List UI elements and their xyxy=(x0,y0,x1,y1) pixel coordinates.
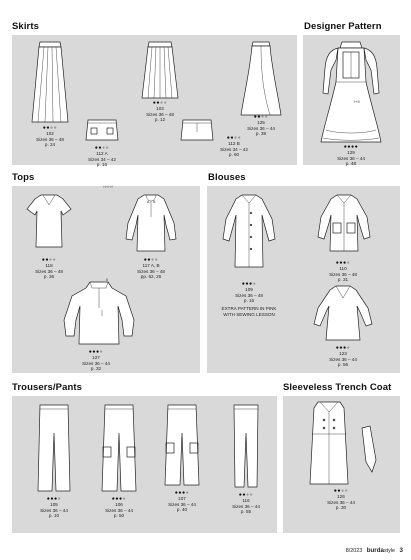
item-125 xyxy=(236,114,286,137)
page-ref: p. 31 xyxy=(337,277,349,283)
difficulty-dot-filled: ● xyxy=(249,281,253,287)
sizes: Sizes 36 – 48 xyxy=(235,292,263,298)
difficulty-dot-empty: ● xyxy=(102,145,106,151)
difficulty-dot-filled: ● xyxy=(98,145,102,151)
trench-126-drawing xyxy=(306,400,386,488)
difficulty-dot-empty: ● xyxy=(163,100,168,106)
difficulty-dot-empty: ● xyxy=(264,114,269,120)
page-ref: p. 32 xyxy=(90,366,102,372)
pattern-number: 112 A xyxy=(96,151,108,156)
brand-suffix: style xyxy=(383,548,396,554)
page-ref: p. 36 xyxy=(43,274,55,280)
difficulty-dot-filled: ● xyxy=(343,144,348,150)
pattern-number: 123 xyxy=(339,351,347,356)
difficulty-dot-filled: ● xyxy=(226,135,231,141)
sizes: Sizes 36 – 48 xyxy=(146,111,174,117)
difficulty-dot-empty: ● xyxy=(122,496,127,502)
difficulty-dot-filled: ● xyxy=(92,349,96,355)
page-footer xyxy=(346,547,403,554)
sizes: Sizes 36 – 48 xyxy=(35,268,63,274)
difficulty-dot-empty: ● xyxy=(246,492,250,498)
sizes: Sizes 34 – 42 xyxy=(220,146,248,152)
issue-date: 8/2023 xyxy=(345,548,363,554)
sizes: Sizes 36 – 44 xyxy=(327,499,355,505)
difficulty-dot-filled: ● xyxy=(50,496,54,502)
page-ref: p. 50 xyxy=(113,513,125,519)
item-106 xyxy=(94,496,144,519)
item-118 xyxy=(24,257,74,280)
page-ref: p. 40 xyxy=(176,507,188,513)
extra-pattern-note: EXTRA PATTERN IN PINK WITH SEWING LESSON xyxy=(221,306,277,317)
difficulty-dot-filled: ● xyxy=(42,125,47,131)
difficulty-dot-filled: ● xyxy=(242,492,246,498)
difficulty-dot-empty: ● xyxy=(99,349,104,355)
page-ref: p. 60 xyxy=(228,152,240,158)
page-ref: pp. 62, 26 xyxy=(140,274,162,280)
difficulty-dot-empty: ● xyxy=(53,125,58,131)
pattern-number: 129 xyxy=(347,150,355,155)
label-129-parts: I+II xyxy=(354,99,360,104)
top-127-drawing xyxy=(62,280,136,348)
sizes: Sizes 36 – 44 xyxy=(168,501,196,507)
pattern-number: 105 xyxy=(50,502,58,507)
sizes: Sizes 36 – 44 xyxy=(329,356,357,362)
pattern-number: 112 B xyxy=(228,141,240,146)
sizes: Sizes 36 – 44 xyxy=(40,507,68,513)
item-129 xyxy=(326,144,376,167)
item-116 xyxy=(221,492,271,515)
difficulty-dot-filled: ● xyxy=(339,345,343,351)
difficulty-dot-filled: ● xyxy=(337,488,341,494)
difficulty-dot-empty: ● xyxy=(346,260,351,266)
difficulty-dot-filled: ● xyxy=(54,496,58,502)
difficulty-dot-filled: ● xyxy=(343,345,347,351)
section-title-trench: Sleeveless Trench Coat xyxy=(283,382,392,393)
item-126 xyxy=(316,488,366,511)
item-109 xyxy=(224,281,274,304)
difficulty-dot-filled: ● xyxy=(96,349,100,355)
difficulty-dot-filled: ● xyxy=(156,100,160,106)
difficulty-dot-empty: ● xyxy=(57,496,62,502)
label-117-b: B xyxy=(153,200,156,204)
difficulty-dot-filled: ● xyxy=(335,345,340,351)
pattern-number: 102 xyxy=(46,131,54,136)
difficulty-dot-empty: ● xyxy=(52,257,57,263)
sizes: Sizes 36 – 44 xyxy=(105,507,133,513)
difficulty-dot-empty: ● xyxy=(252,281,257,287)
page-ref: p. 12 xyxy=(154,117,166,123)
pattern-number: 118 xyxy=(45,263,53,268)
trousers-106-drawing xyxy=(100,403,138,495)
sizes: Sizes 36 – 48 xyxy=(137,268,165,274)
difficulty-dot-filled: ● xyxy=(238,492,243,498)
difficulty-dot-filled: ● xyxy=(354,144,359,150)
blouse-109-drawing xyxy=(220,193,278,271)
difficulty-dot-filled: ● xyxy=(111,496,116,502)
difficulty-dot-filled: ● xyxy=(253,114,258,120)
difficulty-dot-empty: ● xyxy=(50,125,54,131)
pattern-number: 109 xyxy=(245,287,253,292)
blouse-110-drawing xyxy=(316,193,372,255)
skirt-103-drawing xyxy=(140,40,180,102)
pattern-number: 106 xyxy=(115,502,123,507)
item-123 xyxy=(318,345,368,368)
difficulty-dot-empty: ● xyxy=(49,257,53,263)
item-117 xyxy=(126,257,176,280)
difficulty-dot-filled: ● xyxy=(143,257,148,263)
trousers-105-drawing xyxy=(36,403,72,495)
page-ref: p. 30 xyxy=(335,505,347,511)
difficulty-dot-filled: ● xyxy=(152,100,157,106)
difficulty-dot-filled: ● xyxy=(94,145,99,151)
page-number: 3 xyxy=(399,547,403,554)
pattern-number: 125 xyxy=(257,120,265,125)
difficulty-dot-filled: ● xyxy=(88,349,93,355)
trousers-107-drawing xyxy=(163,403,201,489)
sizes: Sizes 36 – 44 xyxy=(82,360,110,366)
difficulty-dot-empty: ● xyxy=(346,345,351,351)
sizes: Sizes 36 – 44 xyxy=(232,503,260,509)
section-title-blouses: Blouses xyxy=(208,172,246,183)
page-ref: p. 24 xyxy=(44,142,56,148)
item-103 xyxy=(135,100,185,123)
page-ref: p. 48 xyxy=(345,161,357,167)
difficulty-dot-empty: ● xyxy=(105,145,110,151)
difficulty-dot-filled: ● xyxy=(41,257,46,263)
difficulty-dot-empty: ● xyxy=(237,135,242,141)
difficulty-dot-filled: ● xyxy=(333,488,338,494)
page-ref: p. 55 xyxy=(240,509,252,515)
difficulty-dot-empty: ● xyxy=(234,135,238,141)
page-ref: p. 16 xyxy=(96,162,108,168)
label-127-part: II xyxy=(106,278,108,282)
blouse-123-drawing xyxy=(312,284,374,344)
dress-129-drawing xyxy=(318,38,384,146)
difficulty-dot-filled: ● xyxy=(351,144,355,150)
difficulty-dot-filled: ● xyxy=(45,257,49,263)
pattern-number: 110 xyxy=(339,266,347,271)
sizes: Sizes 34 – 42 xyxy=(88,156,116,162)
item-105 xyxy=(29,496,79,519)
page-ref: p. 15 xyxy=(243,298,255,304)
difficulty-dot-filled: ● xyxy=(241,281,246,287)
item-110 xyxy=(318,260,368,283)
page-ref: p. 38 xyxy=(255,131,267,137)
difficulty-dot-filled: ● xyxy=(245,281,249,287)
model-number-label: HHHH xyxy=(103,185,114,189)
difficulty-dot-filled: ● xyxy=(46,125,50,131)
skirt-112a-drawing xyxy=(85,118,119,142)
section-title-trousers: Trousers/Pants xyxy=(12,382,83,393)
pattern-number: 127 xyxy=(92,355,100,360)
difficulty-dot-empty: ● xyxy=(249,492,254,498)
trousers-116-drawing xyxy=(231,403,261,491)
skirt-102-drawing xyxy=(30,40,70,125)
difficulty-dot-filled: ● xyxy=(339,260,343,266)
difficulty-dot-empty: ● xyxy=(185,490,190,496)
pattern-number: 107 xyxy=(178,496,186,501)
sizes: Sizes 36 – 44 xyxy=(337,155,365,161)
pattern-number: 116 xyxy=(242,498,250,503)
section-title-tops: Tops xyxy=(12,172,35,183)
pattern-number: 126 xyxy=(337,494,345,499)
page-ref: p. 10 xyxy=(48,513,60,519)
difficulty-dot-filled: ● xyxy=(119,496,123,502)
difficulty-dot-empty: ● xyxy=(261,114,265,120)
section-title-designer: Designer Pattern xyxy=(304,21,382,32)
item-127 xyxy=(71,349,121,372)
difficulty-dot-filled: ● xyxy=(347,144,351,150)
skirt-125-drawing xyxy=(240,40,282,118)
difficulty-dot-filled: ● xyxy=(178,490,182,496)
difficulty-dot-filled: ● xyxy=(343,260,347,266)
sizes: Sizes 36 – 48 xyxy=(329,271,357,277)
difficulty-dot-filled: ● xyxy=(147,257,151,263)
difficulty-dot-filled: ● xyxy=(174,490,179,496)
difficulty-dot-empty: ● xyxy=(160,100,164,106)
difficulty-dot-filled: ● xyxy=(46,496,51,502)
difficulty-dot-filled: ● xyxy=(335,260,340,266)
difficulty-dot-empty: ● xyxy=(154,257,159,263)
difficulty-dot-filled: ● xyxy=(257,114,261,120)
page-ref: p. 56 xyxy=(337,362,349,368)
item-112a xyxy=(77,145,127,168)
sizes: Sizes 36 – 44 xyxy=(247,125,275,131)
section-title-skirts: Skirts xyxy=(12,21,40,32)
item-112b xyxy=(209,135,259,158)
sizes: Sizes 36 – 48 xyxy=(36,136,64,142)
label-117-a: A xyxy=(147,200,150,204)
pattern-number: 103 xyxy=(156,106,164,111)
difficulty-dot-filled: ● xyxy=(182,490,186,496)
difficulty-dot-filled: ● xyxy=(230,135,234,141)
difficulty-dot-empty: ● xyxy=(341,488,345,494)
difficulty-dot-empty: ● xyxy=(344,488,349,494)
top-117-drawing xyxy=(124,193,178,255)
item-107 xyxy=(157,490,207,513)
item-102 xyxy=(25,125,75,148)
pattern-number: 117 A, B xyxy=(142,263,160,268)
brand-prefix: burda xyxy=(366,547,384,554)
difficulty-dot-empty: ● xyxy=(151,257,155,263)
top-118-drawing xyxy=(25,193,73,251)
difficulty-dot-filled: ● xyxy=(115,496,119,502)
